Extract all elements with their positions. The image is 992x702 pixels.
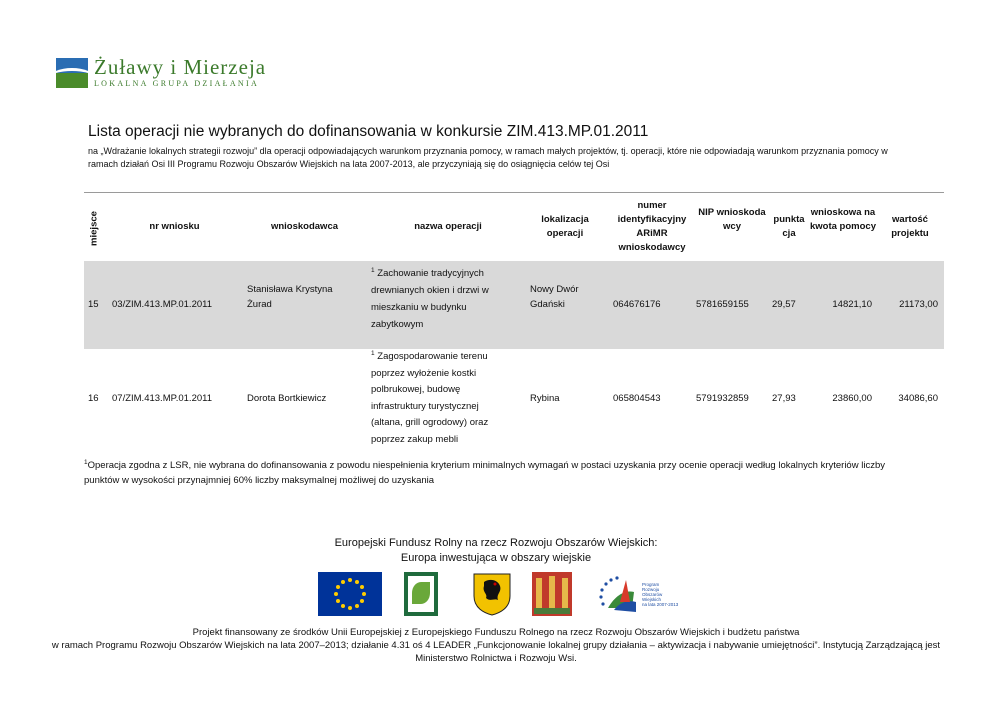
header-nazwa-operacji: nazwa operacji [414, 221, 482, 232]
table-header [84, 193, 944, 261]
header-nip: NIP wnioskodawcy [698, 207, 766, 232]
cell-wnioskodawca: Dorota Bortkiewicz [247, 393, 327, 404]
leader-logo [404, 572, 438, 616]
cell-wnioskodawca: Stanisława Krystyna Żurad [247, 284, 333, 310]
eu-fund-line2: Europa inwestująca w obszary wiejskie [400, 552, 592, 564]
footnote-mark: 1 [371, 266, 375, 274]
eu-flag-icon [318, 572, 382, 616]
eu-fund-line1: Europejski Fundusz Rolny na rzecz Rozwoju Obszarów Wiejskich: [334, 537, 658, 549]
cell-kwota: 14821,10 [832, 299, 872, 310]
lgd-logo [56, 56, 266, 89]
pomorskie-coat-of-arms-icon [472, 572, 512, 616]
results-table [84, 192, 944, 449]
logo-subtitle: LOKALNA GRUPA DZIAŁANIA [94, 79, 260, 88]
footnote-mark: 1 [84, 458, 88, 466]
header-wnioskodawca: wnioskodawca [270, 221, 339, 232]
header-wartosc: wartość projektu [891, 214, 929, 239]
prow-logo-text: Program Rozwoju Obszarów Wiejskich na lata 2007-2013 [642, 582, 679, 607]
header-miejsce: miejsce [88, 211, 100, 246]
local-coat-of-arms-icon [532, 572, 572, 616]
table-row [84, 261, 944, 349]
lgd-logo-mark-icon [56, 58, 88, 88]
cell-nr-wniosku: 03/ZIM.413.MP.01.2011 [112, 299, 212, 310]
cell-miejsce: 15 [88, 299, 99, 310]
cell-nip: 5781659155 [696, 299, 749, 310]
logo-name: Żuławy i Mierzeja [94, 55, 267, 79]
cell-wartosc: 34086,60 [898, 393, 938, 404]
cell-nazwa-operacji: $^1$ Zachowanie tradycyjnych drewnianych okien i drzwi w mieszkaniu w budynku zabytkowym [371, 266, 489, 330]
prow-logo [596, 572, 680, 616]
cell-numer-arimr: 065804543 [613, 393, 661, 404]
cell-nip: 5791932859 [696, 393, 749, 404]
sponsor-logos [318, 572, 680, 616]
project-info-line2: w ramach Programu Rozwoju Obszarów Wiejskich na lata 2007–2013; działanie 4.31 oś 4 LEADER „Funkcjonowanie lokalnej grupy działania – aktywizacja i nabywanie umiejętności”. Instytucją Zarządzającą jest [51, 640, 941, 651]
header-kwota: wnioskowa na kwota pomocy [810, 207, 876, 232]
header-nr-wniosku: nr wniosku [149, 221, 200, 232]
footnote-mark: 1 [371, 349, 375, 357]
cell-punktacja: 27,93 [772, 393, 796, 404]
header-lokalizacja: lokalizacja operacji [541, 214, 589, 239]
header-numer-arimr: numer identyfikacyjny ARiMR wnioskodawcy [617, 200, 687, 253]
cell-miejsce: 16 [88, 393, 99, 404]
cell-punktacja: 29,57 [772, 299, 796, 310]
header-punktacja: punktacja [773, 214, 805, 239]
cell-nr-wniosku: 07/ZIM.413.MP.01.2011 [112, 393, 212, 404]
cell-kwota: 23860,00 [832, 393, 872, 404]
table-row [84, 349, 944, 449]
cell-numer-arimr: 064676176 [613, 299, 661, 310]
cell-wartosc: 21173,00 [899, 299, 938, 310]
cell-nazwa-operacji: $^1$ Zagospodarowanie terenu poprzez wyłożenie kostki polbrukowej, budowę infrastruktury turystycznej (altana, grill ogrodowy) oraz poprzez zakup mebli [371, 349, 489, 445]
footnote-text: Operacja zgodna z LSR, nie wybrana do dofinansowania z powodu niespełnienia kryterium minimalnych wymagań w postaci uzyskania przy ocenie operacji według lokalnych kryteriów liczby punktów w wysokości przynajmniej 60% liczby maksymalnej możliwej do uzyskania [84, 460, 885, 486]
project-info-line1: Projekt finansowany ze środków Unii Europejskiej z Europejskiego Funduszu Rolnego na rzecz Rozwoju Obszarów Wiejskich i budżetu państwa [192, 627, 800, 638]
document-subtitle: na „Wdrażanie lokalnych strategii rozwoju” dla operacji odpowiadających warunkom przyznania pomocy, w ramach małych projektów, tj. operacji, które nie odpowiadają warunkom przyznania pomocy w ramach działań Osi III Programu Rozwoju Obszarów Wiejskich na lata 2007-2013, ale przyczyniają się do osiągnięcia celów tej Osi [88, 146, 888, 169]
cell-lokalizacja: Rybina [530, 393, 560, 404]
project-info-line3: Ministerstwo Rolnictwa i Rozwoju Wsi. [415, 653, 577, 664]
cell-lokalizacja: Nowy Dwór Gdański [530, 284, 579, 310]
document-title: Lista operacji nie wybranych do dofinansowania w konkursie ZIM.413.MP.01.2011 [88, 123, 649, 140]
footnote [84, 458, 904, 488]
